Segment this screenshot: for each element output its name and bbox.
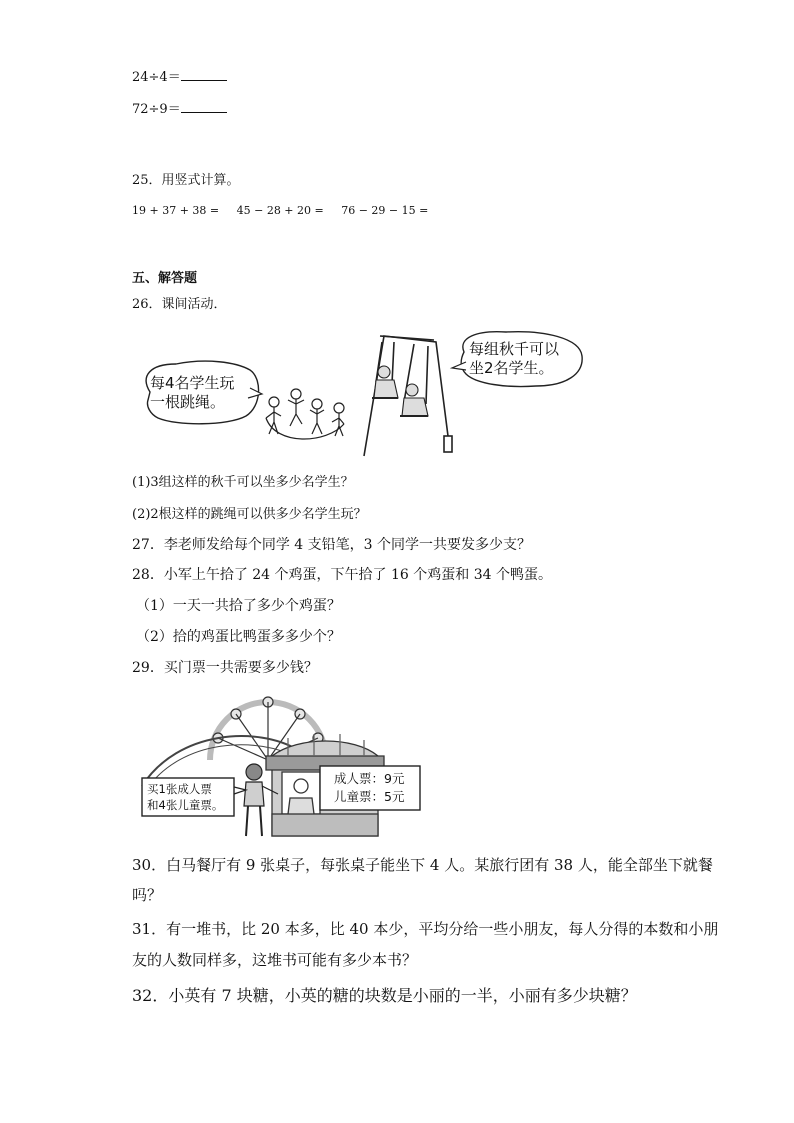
q30-line-1: 30．白马餐厅有 9 张桌子，每张桌子能坐下 4 人。某旅行团有 38 人，能全部坐下就餐 — [132, 856, 713, 874]
q24-item-2: 72÷9＝ — [132, 100, 227, 116]
q26-sub-2: (2)2根这样的跳绳可以供多少名学生玩？ — [132, 507, 367, 522]
section-title: 五、解答题 — [132, 271, 198, 286]
q24-item-1: 24÷4＝ — [132, 68, 227, 84]
answer-blank[interactable] — [181, 68, 227, 81]
recess-activity-illustration — [136, 328, 586, 458]
q26-title: 26．课间活动． — [132, 297, 227, 312]
q25-expressions: 19 + 37 + 38 = 45 − 28 + 20 = 76 − 29 − 15 = — [132, 204, 429, 217]
q28-sub-2: （2）拾的鸡蛋比鸭蛋多多少个？ — [136, 629, 341, 645]
q26-sub-1: (1)3组这样的秋千可以坐多少名学生？ — [132, 475, 354, 490]
q28-sub-1: （1）一天一共拾了多少个鸡蛋？ — [136, 598, 341, 614]
buy-tickets-bubble: 买1张成人票 和4张儿童票。 — [147, 782, 224, 812]
ticket-price-sign: 成人票：9元 儿童票：5元 — [334, 771, 405, 805]
ticket-booth-svg — [138, 690, 428, 840]
q29-title: 29．买门票一共需要多少钱？ — [132, 660, 318, 676]
q28-text: 28．小军上午拾了 24 个鸡蛋，下午拾了 16 个鸡蛋和 34 个鸭蛋。 — [132, 567, 552, 583]
q30-line-2: 吗？ — [132, 886, 163, 904]
bubble-swing: 每组秋千可以 坐2名学生。 — [469, 340, 560, 377]
q32-text: 32．小英有 7 块糖，小英的糖的块数是小丽的一半，小丽有多少块糖？ — [132, 986, 637, 1005]
q31-line-1: 31．有一堆书，比 20 本多，比 40 本少，平均分给一些小朋友，每人分得的本数和小朋 — [132, 920, 719, 938]
q27-text: 27．李老师发给每个同学 4 支铅笔，3 个同学一共要发多少支？ — [132, 537, 531, 553]
q31-line-2: 友的人数同样多，这堆书可能有多少本书？ — [132, 951, 418, 969]
ticket-booth-illustration — [138, 690, 428, 840]
bubble-jump-rope: 每4名学生玩 一根跳绳。 — [150, 374, 235, 411]
answer-blank[interactable] — [181, 100, 227, 113]
q25-title: 25．用竖式计算。 — [132, 173, 240, 188]
